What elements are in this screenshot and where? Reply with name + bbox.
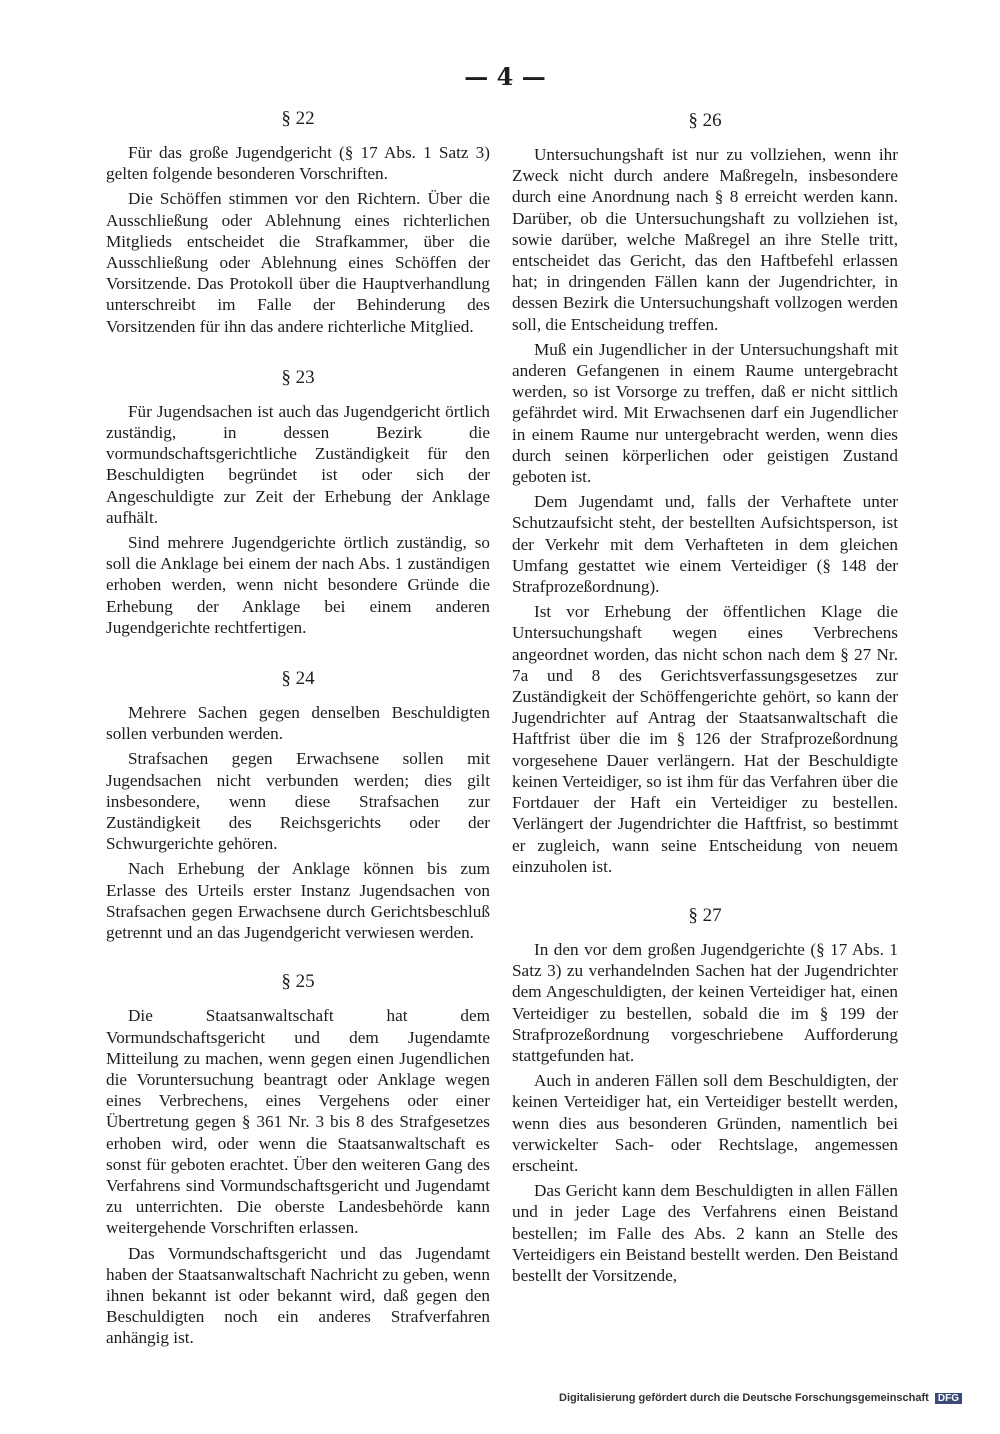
section-heading: § 27 <box>688 904 722 926</box>
section-27 <box>512 905 898 1286</box>
paragraph: Ist vor Erhebung der öffentlichen Klage die Untersuchungshaft wegen eines Verbrechens angeordnet worden, das nicht schon nach dem § 27 Nr. 7a und 8 des Gerichtsverfassungsgesetzes zur Zuständigkeit der Schöffengerichte gehört, so kann der Jugendrichter auf Antrag der Staatsanwaltschaft die Haftfrist über die im § 126 der Strafprozeßordnung vorgesehene Dauer verlängern. Hat der Beschuldigte keinen Verteidiger, so ist ihm für das Verfahren über die Fortdauer der Haft ein Verteidiger zu bestellen. Verlängert der Jugendrichter die Haftfrist, so bestimmt er zugleich, wann seine Entscheidung von neuem einzuholen ist. <box>512 602 898 876</box>
paragraph: Nach Erhebung der Anklage können bis zum Erlasse des Urteils erster Instanz Jugendsachen von Strafsachen gegen Erwachsene durch Gerichtsbeschluß getrennt und an das Jugendgericht verwiesen werden. <box>106 859 490 943</box>
left-column <box>106 108 490 1349</box>
section-26 <box>512 110 898 877</box>
section-heading: § 26 <box>688 110 722 131</box>
section-heading: § 23 <box>281 366 315 388</box>
digitization-credit <box>559 1392 962 1404</box>
section-25 <box>106 971 490 1348</box>
paragraph: Untersuchungshaft ist nur zu vollziehen, wenn ihr Zweck nicht durch andere Maßregeln, insbesondere durch eine Anordnung nach § 8 erreicht werden kann. Darüber, ob die Untersuchungshaft zu vollziehen ist, sowie darüber, welche Maßregel an ihre Stelle tritt, entscheidet das Gericht, das den Haftbefehl erlassen hat; in dringenden Fällen kann der Jugendrichter, in dessen Bezirk die Untersuchungshaft vollzogen werden soll, die Entscheidung treffen. <box>512 145 898 334</box>
section-24 <box>106 668 490 943</box>
section-heading: § 22 <box>281 108 315 129</box>
section-22 <box>106 108 490 337</box>
credit-text: Digitalisierung gefördert durch die Deutsche Forschungsgemeinschaft <box>559 1392 929 1404</box>
paragraph: Das Gericht kann dem Beschuldigten in allen Fällen und in jeder Lage des Verfahrens einen Beistand bestellen; im Falle des Abs. 2 kann an Stelle des Verteidigers ein Beistand bestellt werden. Den Beistand bestellt der Vorsitzende, <box>512 1181 898 1285</box>
section-heading: § 25 <box>281 971 315 993</box>
paragraph: Dem Jugendamt und, falls der Verhaftete unter Schutzaufsicht steht, der bestellten Aufsichtsperson, ist der Verkehr mit dem Verhafteten in dem gleichen Umfang gestattet wie einem Verteidiger (§ 148 der Strafprozeßordnung). <box>512 492 898 597</box>
section-23 <box>106 367 490 638</box>
right-column <box>512 110 898 1286</box>
paragraph: Sind mehrere Jugendgerichte örtlich zuständig, so soll die Anklage bei einem der nach Abs. 1 zuständigen erhoben werden, wenn nicht besondere Gründe die Erhebung der Anklage bei einem anderen Jugendgerichte rechtfertigen. <box>106 533 490 637</box>
paragraph: Strafsachen gegen Erwachsene sollen mit Jugendsachen nicht verbunden werden; dies gilt insbesondere, wenn diese Strafsachen zur Zuständigkeit des Reichsgerichts oder der Schwurgerichte gehören. <box>106 749 490 854</box>
page-number: — 4 — <box>464 62 546 91</box>
paragraph: Die Staatsanwaltschaft hat dem Vormundschaftsgericht und dem Jugendamte Mitteilung zu machen, wenn gegen einen Jugendlichen die Voruntersuchung beantragt oder Anklage wegen eines Verbrechens, eines Vergehens oder einer Übertretung gegen § 361 Nr. 3 bis 8 des Strafgesetzes erhoben wird, oder wenn die Staatsanwaltschaft es sonst für geboten erachtet. Über den weiteren Gang des Verfahrens sind Vormundschaftsgericht und Jugendamt zu unterrichten. Die oberste Landesbehörde kann weitergehende Vorschriften erlassen. <box>106 1006 490 1238</box>
paragraph: Auch in anderen Fällen soll dem Beschuldigten, der keinen Verteidiger hat, ein Verteidiger bestellt werden, wenn dies aus besonderen Gründen, namentlich bei verwickelter Sach- oder Rechtslage, angemessen erscheint. <box>512 1071 898 1175</box>
paragraph: Mehrere Sachen gegen denselben Beschuldigten sollen verbunden werden. <box>106 703 490 744</box>
paragraph: Muß ein Jugendlicher in der Untersuchungshaft mit anderen Gefangenen in einem Raume untergebracht werden, so ist Vorsorge zu treffen, daß er nicht sittlich gefährdet wird. Mit Erwachsenen darf ein Jugendlicher in einem Raume nur untergebracht werden, wenn dies durch seinen körperlichen oder geistigen Zustand geboten ist. <box>512 339 898 487</box>
paragraph: Die Schöffen stimmen vor den Richtern. Über die Ausschließung oder Ablehnung eines richterlichen Mitglieds entscheidet die Strafkammer, über die Ausschließung oder Ablehnung eines Schöffen der Vorsitzende. Das Protokoll über die Hauptverhandlung unterschreibt im Falle der Behinderung des Vorsitzenden für ihn das andere richterliche Mitglied. <box>106 189 490 336</box>
paragraph: Für das große Jugendgericht (§ 17 Abs. 1 Satz 3) gelten folgende besonderen Vorschriften. <box>106 143 490 184</box>
paragraph: Das Vormundschaftsgericht und das Jugendamt haben der Staatsanwaltschaft Nachricht zu geben, wenn ihnen bekannt ist oder bekannt wird, daß gegen den Beschuldigten noch ein anderes Strafverfahren anhängig ist. <box>106 1243 490 1348</box>
paragraph: In den vor dem großen Jugendgerichte (§ 17 Abs. 1 Satz 3) zu verhandelnden Sachen hat der Jugendrichter dem Angeschuldigten, der keinen Verteidiger hat, einen Verteidiger zu bestellen, sobald die im § 199 der Strafprozeßordnung vorgeschriebene Aufforderung stattgefunden hat. <box>512 939 898 1065</box>
section-heading: § 24 <box>281 668 315 690</box>
dfg-logo: DFG <box>935 1393 962 1404</box>
paragraph: Für Jugendsachen ist auch das Jugendgericht örtlich zuständig, in dessen Bezirk die vormundschaftsgerichtliche Zuständigkeit für den Beschuldigten begründet ist oder sich der Angeschuldigte zur Zeit der Erhebung der Anklage aufhält. <box>106 401 490 527</box>
